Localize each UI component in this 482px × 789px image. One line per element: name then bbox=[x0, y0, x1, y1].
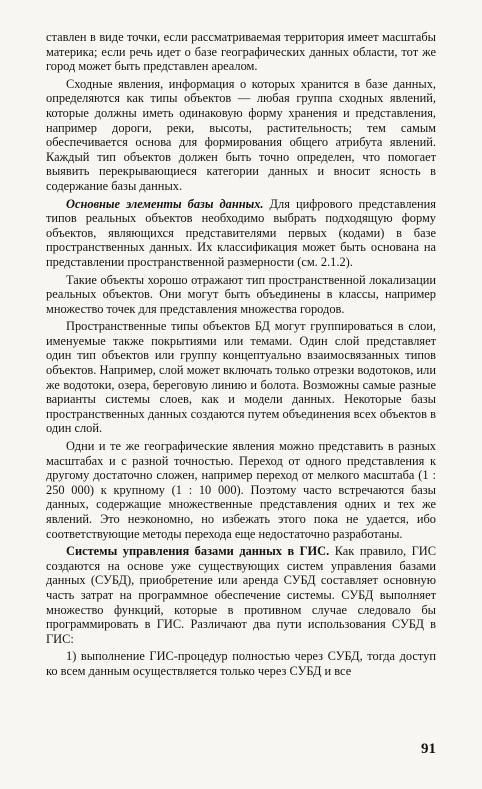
section-heading: Системы управления базами данных в ГИС. bbox=[66, 544, 330, 559]
paragraph-6 bbox=[46, 439, 436, 541]
page-number: 91 bbox=[421, 741, 436, 757]
paragraph-4 bbox=[46, 273, 436, 317]
paragraph-text: Одни и те же географические явления можно представить в разных масштабах и с разной точностью. Переход от одного представления к другому достаточно сложен, например переход от мелкого масштаба (1 : 250 000) к крупному (1 : 10 000). Поэтому часто встречаются базы данных, содержащие множественные представления одних и тех же явлений. Это неэкономно, но избежать этого пока не удается, ибо соответствующие методы перехода еще недостаточно разработаны. bbox=[46, 439, 436, 541]
paragraph-text: Сходные явления, информация о которых хранится в базе данных, определяются как типы объектов — любая группа сходных явлений, которые должны иметь одинаковую форму хранения и представления, например дороги, реки, высоты, растительность; тем самым обеспечивается основа для формирования общего атрибута явлений. Каждый тип объектов должен быть точно определен, что помогает выявить перекрывающиеся категории данных и вносит ясность в содержание базы данных. bbox=[46, 76, 436, 193]
paragraph-text: Пространственные типы объектов БД могут группироваться в слои, именуемые также покрытиями или темами. Один слой представляет один тип объектов или группу концептуально взаимосвязанных типов объектов. Например, слой может включать только отрезки водотоков, или же водотоки, озера, береговую линию и болота. Возможны самые разные варианты системы слоев, как и модели данных. Некоторые базы пространственных данных создаются путем объединения всех объектов в один слой. bbox=[46, 319, 436, 436]
paragraph-8 bbox=[46, 649, 436, 678]
paragraph-text: Как правило, ГИС создаются на основе уже существующих систем управления базами данных (СУБД), приобретение или аренда СУБД составляет основную часть затрат на программное обеспечение системы. СУБД выполняет множество функций, которые в противном случае следовало бы программировать в ГИС. Различают два пути использования СУБД в ГИС: bbox=[46, 544, 436, 646]
paragraph-7 bbox=[46, 544, 436, 646]
paragraph-text: Для цифрового представления типов реальных объектов необходимо выбрать подходящую форму объектов, являющихся представителями первых (кодами) в базе пространственных данных. Их классификация может быть основана на представлении пространственной размерности (см. 2.1.2). bbox=[46, 196, 436, 269]
paragraph-2 bbox=[46, 77, 436, 194]
paragraph-5 bbox=[46, 319, 436, 436]
paragraph-text: ставлен в виде точки, если рассматриваемая территория имеет масштабы материка; если речь идет о базе географических данных области, тот же город может быть представлен ареалом. bbox=[46, 30, 436, 74]
paragraph-1 bbox=[46, 30, 436, 74]
section-heading: Основные элементы базы данных. bbox=[66, 196, 264, 211]
paragraph-text: 1) выполнение ГИС-процедур полностью через СУБД, тогда доступ ко всем данным осуществляется только через СУБД и все bbox=[46, 649, 436, 678]
page-body-text bbox=[46, 30, 436, 679]
paragraph-3 bbox=[46, 197, 436, 270]
paragraph-text: Такие объекты хорошо отражают тип пространственной локализации реальных объектов. Они могут быть объединены в классы, например множество точек для представления множества городов. bbox=[46, 272, 436, 316]
